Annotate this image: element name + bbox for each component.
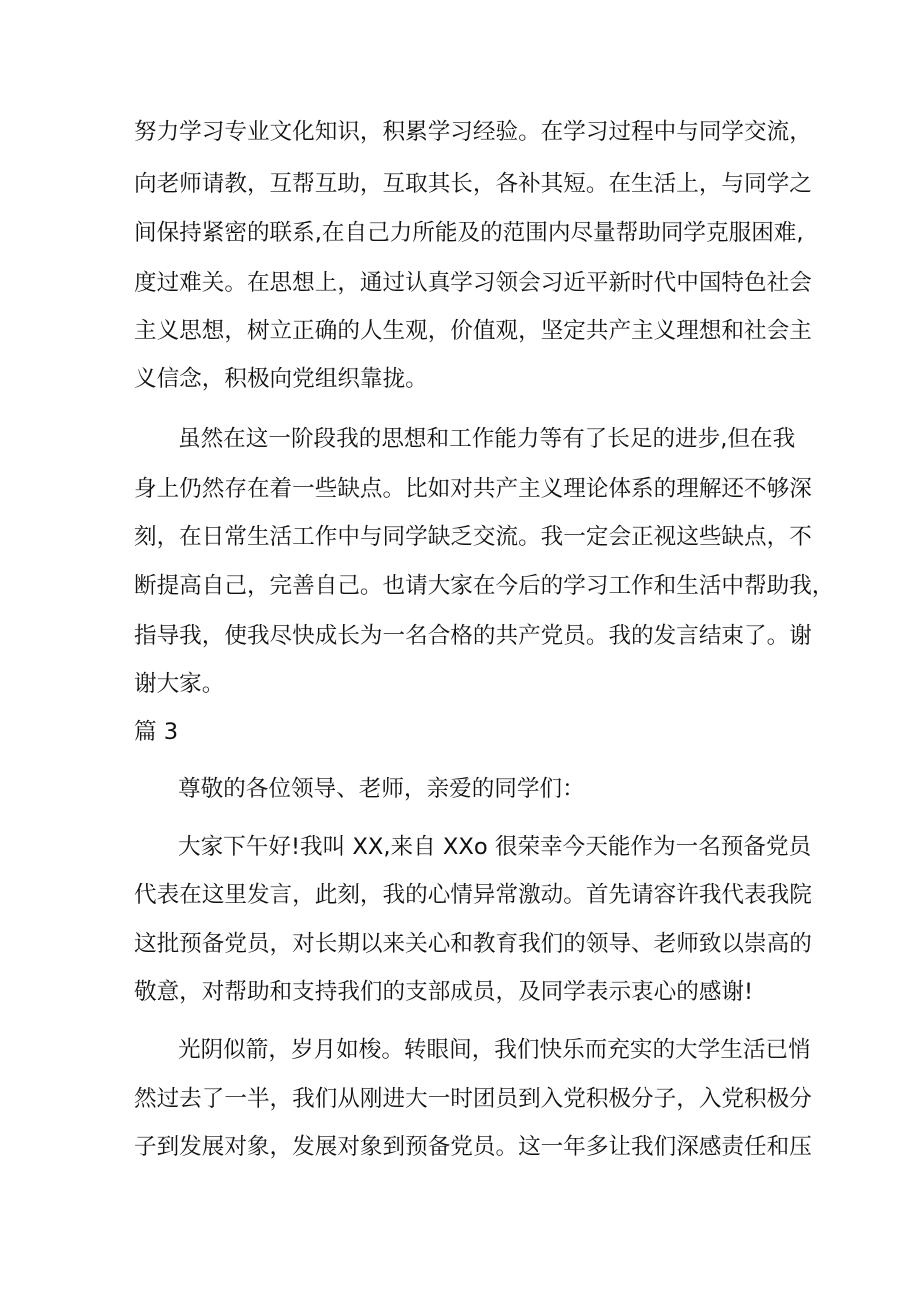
paragraph-1-line-2: 向老师请教，互帮互助，互取其长，各补其短。在生活上，与同学之 [134,171,812,197]
paragraph-1-line-6: 义信念，积极向党组织靠拢。 [134,366,428,392]
paragraph-4-line-2: 然过去了一半，我们从刚进大一时团员到入党积极分子，入党积极分 [134,1086,812,1112]
paragraph-1-line-4: 度过难关。在思想上，通过认真学习领会习近平新时代中国特色社会 [134,270,812,296]
paragraph-4-line-3: 子到发展对象，发展对象到预备党员。这一年多让我们深感责任和压 [134,1134,812,1160]
paragraph-1-line-5: 主义思想，树立正确的人生观，价值观，坚定共产主义理想和社会主 [134,318,812,344]
paragraph-2-line-1: 虽然在这一阶段我的思想和工作能力等有了长足的进步,但在我 [178,426,796,452]
paragraph-2-line-2: 身上仍然存在着一些缺点。比如对共产主义理论体系的理解还不够深 [134,476,812,502]
paragraph-1-line-1: 努力学习专业文化知识，积累学习经验。在学习过程中与同学交流， [134,119,812,145]
paragraph-2-line-5: 指导我，使我尽快成长为一名合格的共产党员。我的发言结束了。谢 [134,623,812,649]
paragraph-3-line-4: 敬意，对帮助和支持我们的支部成员，及同学表示衷心的感谢! [134,979,754,1005]
paragraph-2-line-4: 断提高自己，完善自己。也请大家在今后的学习工作和生活中帮助我， [134,573,835,599]
paragraph-3-line-3: 这批预备党员，对长期以来关心和教育我们的领导、老师致以崇高的 [134,931,812,957]
paragraph-4-line-1: 光阴似箭，岁月如梭。转眼间，我们快乐而充实的大学生活已悄 [178,1037,811,1063]
paragraph-2-line-6: 谢大家。 [134,671,225,697]
paragraph-3-line-2: 代表在这里发言，此刻，我的心情异常激动。首先请容许我代表我院 [134,882,812,908]
paragraph-1-line-3: 间保持紧密的联系,在自己力所能及的范围内尽量帮助同学克服困难, [134,220,804,246]
paragraph-3-line-1: 大家下午好!我叫 XX,来自 XXo 很荣幸今天能作为一名预备党员 [178,834,812,860]
paragraph-2-line-3: 刻，在日常生活工作中与同学缺乏交流。我一定会正视这些缺点，不 [134,524,812,550]
salutation: 尊敬的各位领导、老师，亲爱的同学们： [178,776,585,802]
section-heading: 篇 3 [134,719,179,745]
